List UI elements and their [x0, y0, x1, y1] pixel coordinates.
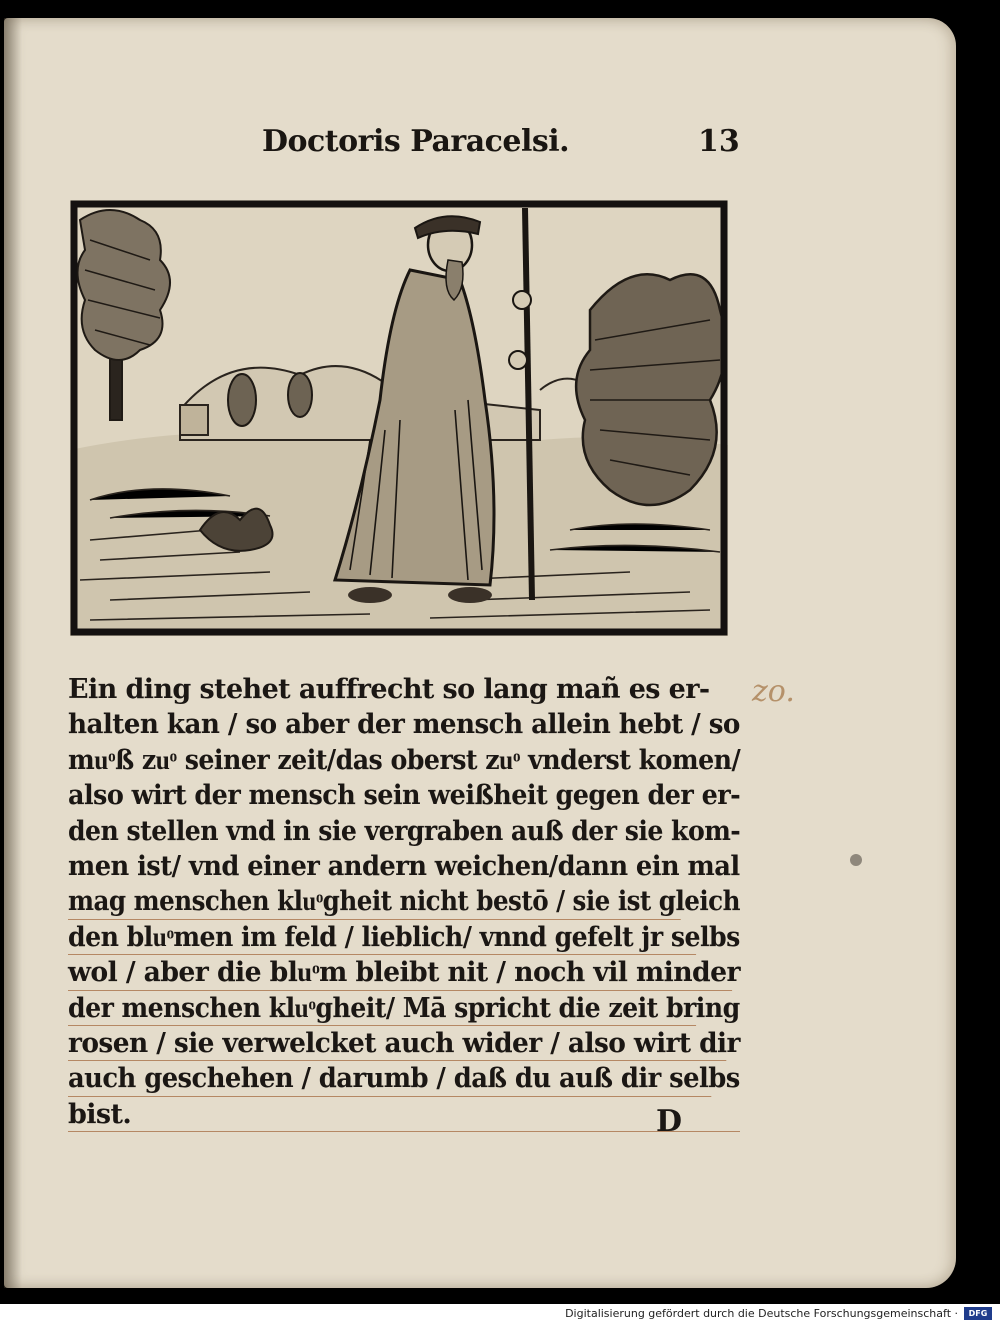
- text-line-underlined: mag menschen kluͦgheit nicht bestō / sie ist gleich: [68, 884, 681, 919]
- paper-fleck: [850, 854, 862, 866]
- text-line: also wirt der mensch sein weißheit gegen der er-: [68, 780, 741, 812]
- text-line: den stellen vnd in sie vergraben auß der sie kom-: [68, 815, 741, 847]
- text-line-underlined: der menschen kluͦgheit/ Mā spricht die zeit bring: [68, 991, 696, 1026]
- body-text: [68, 672, 740, 1132]
- footer-bar: [0, 1304, 1000, 1323]
- catchword: D: [656, 1104, 683, 1139]
- text-line: muͦß zuͦ seiner zeit/das oberst zuͦ vnderst komen/: [68, 744, 741, 776]
- text-line-underlined: wol / aber die bluͦm bleibt nit / noch vil minder: [68, 955, 732, 990]
- running-head: Doctoris Paracelsi.: [262, 124, 570, 159]
- text-line: men ist/ vnd einer andern weichen/dann ein mal: [68, 850, 740, 882]
- woodcut-illustration: [70, 200, 728, 636]
- page-number: 13: [698, 124, 740, 159]
- text-line-underlined: rosen / sie verwelcket auch wider / also wirt dir: [68, 1026, 726, 1061]
- text-line-underlined: den bluͦmen im feld / lieblich/ vnnd gefelt jr selbs: [68, 920, 696, 955]
- footer-credit: Digitalisierung gefördert durch die Deutsche Forschungsgemeinschaft ·: [565, 1307, 958, 1320]
- text-line-underlined: auch geschehen / darumb / daß du auß dir selbs: [68, 1061, 711, 1096]
- dfg-logo-icon: DFG: [964, 1307, 992, 1320]
- text-line: halten kan / so aber der mensch allein hebt / so: [68, 709, 740, 741]
- handwritten-margin-note: zo.: [752, 674, 795, 709]
- text-line: Ein ding stehet auffrecht so lang mañ es er-: [68, 674, 710, 705]
- text-line-underlined: bist.: [68, 1097, 740, 1132]
